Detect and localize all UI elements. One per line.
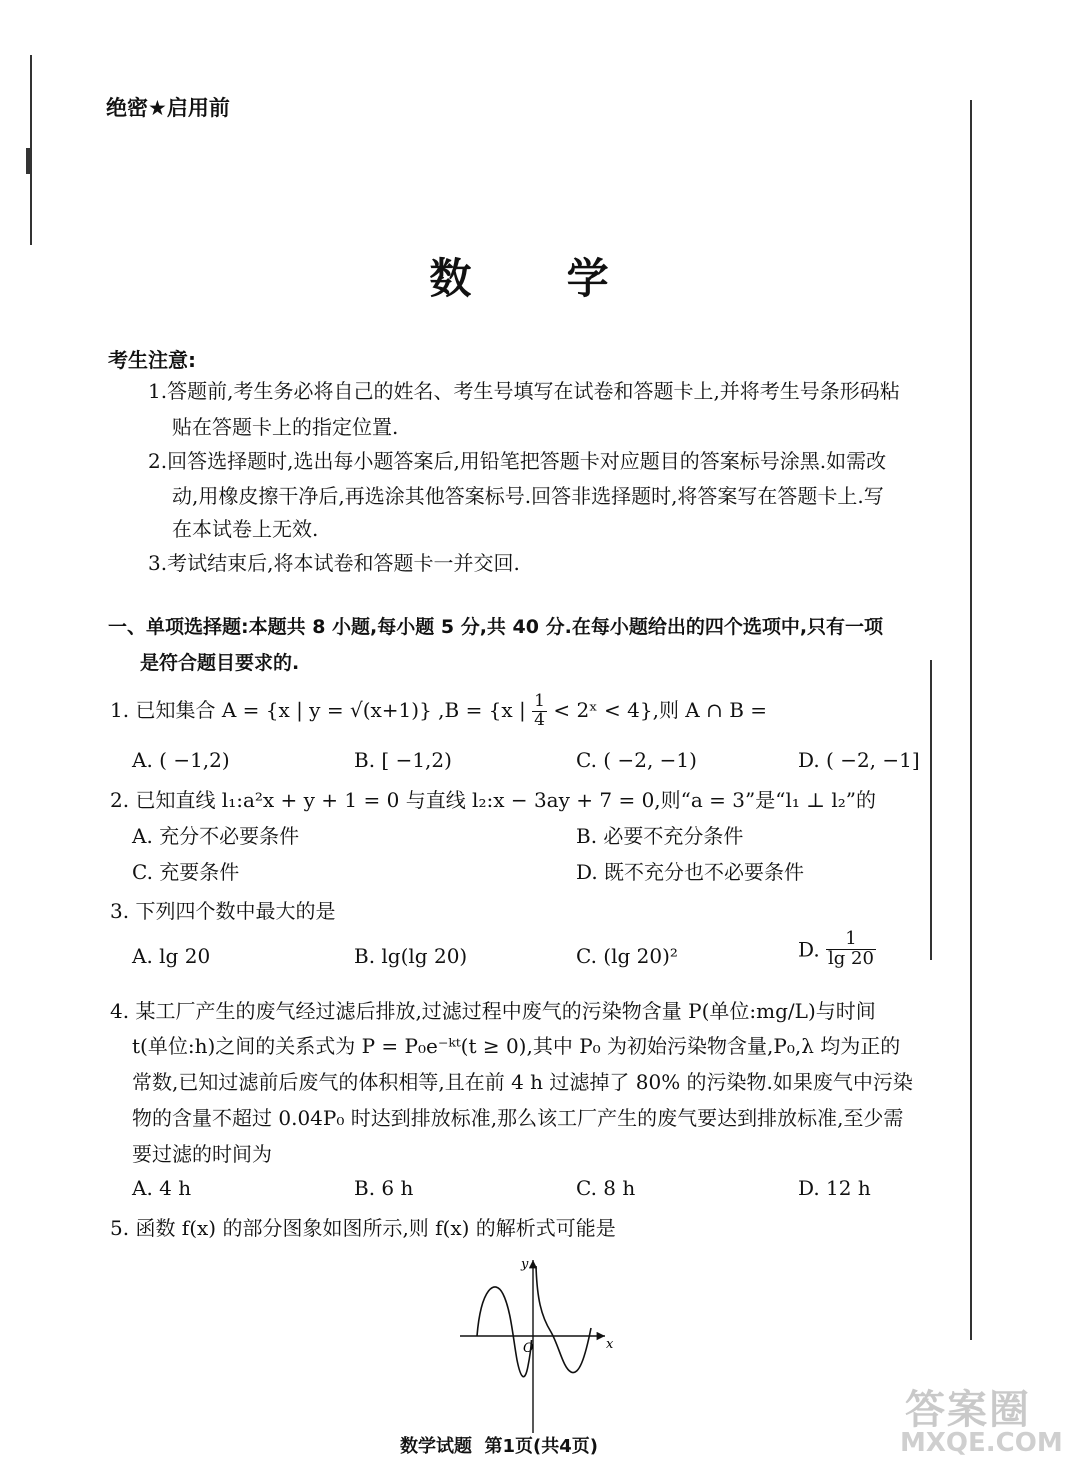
q1-option-b: B. [ −1,2) (354, 748, 452, 772)
question-3-stem: 3. 下列四个数中最大的是 (110, 899, 336, 923)
page-footer: 数学试题 第1页(共4页) (400, 1436, 599, 1457)
q4-option-a: A. 4 h (132, 1176, 192, 1200)
q4-option-b: B. 6 h (354, 1176, 414, 1200)
question-4-line-2: t(单位:h)之间的关系式为 P = P₀e⁻ᵏᵗ(t ≥ 0),其中 P₀ 为初始污染物含量,P₀,λ 均为正的 (132, 1034, 901, 1058)
question-4-line-4: 物的含量不超过 0.04P₀ 时达到排放标准,那么该工厂产生的废气要达到排放标准,至少需 (132, 1106, 904, 1130)
q1-option-d: D. ( −2, −1] (798, 748, 920, 772)
notice-item-2b: 动,用橡皮擦干净后,再选涂其他答案标号.回答非选择题时,将答案写在答题卡上.写 (172, 484, 884, 508)
notice-item-1a: 1.答题前,考生务必将自己的姓名、考生号填写在试卷和答题卡上,并将考生号条形码粘 (148, 379, 900, 403)
q3-option-a: A. lg 20 (132, 944, 211, 968)
watermark-bottom: MXQE.COM (900, 1428, 1063, 1458)
question-5-stem: 5. 函数 f(x) 的部分图象如图所示,则 f(x) 的解析式可能是 (110, 1216, 616, 1240)
q5-curve-left (477, 1287, 532, 1377)
question-2-stem: 2. 已知直线 l₁:a²x + y + 1 = 0 与直线 l₂:x − 3ay + 7 = 0,则“a = 3”是“l₁ ⊥ l₂”的 (110, 788, 877, 812)
notice-heading: 考生注意: (108, 348, 196, 372)
q5-function-graph (455, 1248, 620, 1438)
q4-option-d: D. 12 h (798, 1176, 871, 1200)
q3-d-numerator: 1 (826, 930, 876, 950)
q3-option-d (798, 930, 876, 969)
question-4-line-5: 要过滤的时间为 (132, 1142, 272, 1166)
q1-fraction (532, 693, 547, 730)
q1-set-a: A = {x | y = √(x+1)} (221, 698, 432, 722)
q3-option-d-fraction (826, 930, 876, 969)
q2-option-a: A. 充分不必要条件 (132, 824, 300, 848)
q1-option-c: C. ( −2, −1) (576, 748, 697, 772)
q2-option-b: B. 必要不充分条件 (576, 824, 744, 848)
notice-item-3: 3.考试结束后,将本试卷和答题卡一并交回. (148, 551, 520, 575)
q3-d-denominator: lg 20 (828, 947, 874, 969)
question-4-line-1: 4. 某工厂产生的废气经过滤后排放,过滤过程中废气的污染物含量 P(单位:mg/L)与时间 (110, 999, 876, 1023)
watermark-top: 答案圈 (905, 1387, 1031, 1433)
q4-option-c: C. 8 h (576, 1176, 636, 1200)
question-1-stem (110, 690, 767, 730)
q1-set-b-post: < 2ˣ < 4},则 A ∩ B = (553, 698, 768, 722)
section-heading-line1: 一、单项选择题:本题共 8 小题,每小题 5 分,共 40 分.在每小题给出的四个选项中,只有一项 (108, 616, 884, 638)
q1-fraction-numerator: 1 (534, 691, 545, 712)
q3-option-c: C. (lg 20)² (576, 944, 678, 968)
notice-item-2c: 在本试卷上无效. (172, 517, 319, 541)
q5-origin-label: O (523, 1341, 534, 1356)
q3-option-d-label: D. (798, 937, 820, 962)
scan-mark-right (930, 660, 932, 960)
notice-item-2a: 2.回答选择题时,选出每小题答案后,用铅笔把答题卡对应题目的答案标号涂黑.如需改 (148, 449, 887, 473)
q3-option-b: B. lg(lg 20) (354, 944, 468, 968)
q5-curve-right (536, 1266, 591, 1373)
q1-prefix: 1. 已知集合 (110, 698, 216, 722)
notice-item-1b: 贴在答题卡上的指定位置. (172, 415, 399, 439)
q2-option-d: D. 既不充分也不必要条件 (576, 860, 805, 884)
secret-label: 绝密★启用前 (106, 96, 230, 120)
q5-x-axis-label: x (606, 1337, 614, 1352)
q1-option-a: A. ( −1,2) (132, 748, 230, 772)
q5-y-axis-label: y (521, 1257, 529, 1272)
question-4-line-3: 常数,已知过滤前后废气的体积相等,且在前 4 h 过滤掉了 80% 的污染物.如果废气中污染 (132, 1070, 913, 1094)
q2-option-c: C. 充要条件 (132, 860, 240, 884)
q1-fraction-denominator: 4 (534, 710, 545, 730)
scan-mark-left (26, 148, 32, 174)
q1-set-b-pre: ,B = {x | (438, 698, 526, 722)
section-heading-line2: 是符合题目要求的. (140, 652, 300, 674)
page-title: 数 学 (429, 254, 631, 303)
